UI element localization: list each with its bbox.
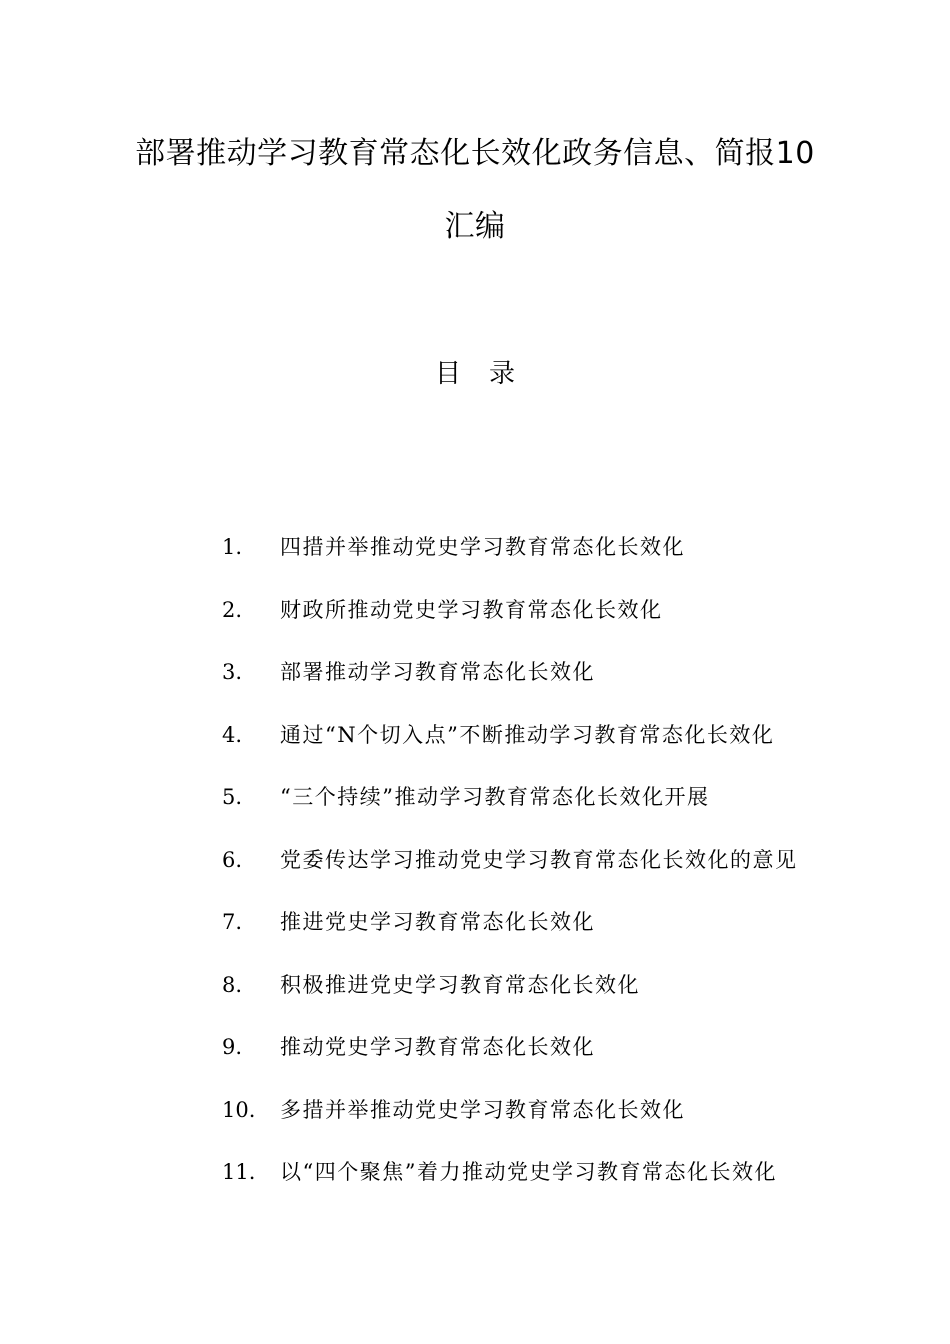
toc-item-number: 7. bbox=[222, 910, 243, 934]
toc-heading: 目录 bbox=[434, 359, 543, 389]
toc-item-title: 推动党史学习教育常态化长效化 bbox=[280, 1035, 595, 1059]
toc-item-number: 2. bbox=[222, 597, 243, 622]
toc-item bbox=[222, 905, 822, 968]
toc-item-title: 四措并举推动党史学习教育常态化长效化 bbox=[280, 535, 685, 559]
toc-item-number: 5. bbox=[222, 785, 243, 809]
toc-item bbox=[222, 1155, 822, 1218]
toc-item-number: 4. bbox=[222, 722, 243, 747]
toc-item bbox=[222, 968, 822, 1031]
document-title-line-2: 汇编 bbox=[444, 209, 506, 244]
toc-item-title: 通过“N个切入点”不断推动学习教育常态化长效化 bbox=[280, 722, 775, 747]
toc-item-title: 部署推动学习教育常态化长效化 bbox=[280, 660, 595, 684]
toc-item-title: 以“四个聚焦”着力推动党史学习教育常态化长效化 bbox=[280, 1160, 777, 1184]
toc-item-title: 推进党史学习教育常态化长效化 bbox=[280, 910, 595, 934]
toc-item-number: 10. bbox=[222, 1097, 256, 1122]
toc-item bbox=[222, 718, 822, 781]
toc-item bbox=[222, 593, 822, 656]
toc-item-title: 积极推进党史学习教育常态化长效化 bbox=[280, 972, 640, 997]
toc-item bbox=[222, 530, 822, 593]
toc-item-title: 党委传达学习推动党史学习教育常态化长效化的意见 bbox=[280, 847, 798, 872]
toc-item-number: 9. bbox=[222, 1035, 243, 1059]
toc-item-title: 财政所推动党史学习教育常态化长效化 bbox=[280, 597, 663, 622]
toc-item-title: “三个持续”推动学习教育常态化长效化开展 bbox=[280, 785, 710, 809]
table-of-contents bbox=[222, 530, 822, 1218]
document-title-line-1: 部署推动学习教育常态化长效化政务信息、简报10 bbox=[135, 136, 815, 171]
toc-item-number: 8. bbox=[222, 972, 243, 997]
toc-item bbox=[222, 843, 822, 906]
toc-item bbox=[222, 1030, 822, 1093]
toc-item-number: 6. bbox=[222, 847, 243, 872]
toc-item-title: 多措并举推动党史学习教育常态化长效化 bbox=[280, 1097, 685, 1122]
toc-item-number: 3. bbox=[222, 660, 243, 684]
toc-item bbox=[222, 780, 822, 843]
toc-item-number: 1. bbox=[222, 535, 243, 559]
toc-item-number: 11. bbox=[222, 1160, 256, 1184]
toc-item bbox=[222, 1093, 822, 1156]
toc-item bbox=[222, 655, 822, 718]
